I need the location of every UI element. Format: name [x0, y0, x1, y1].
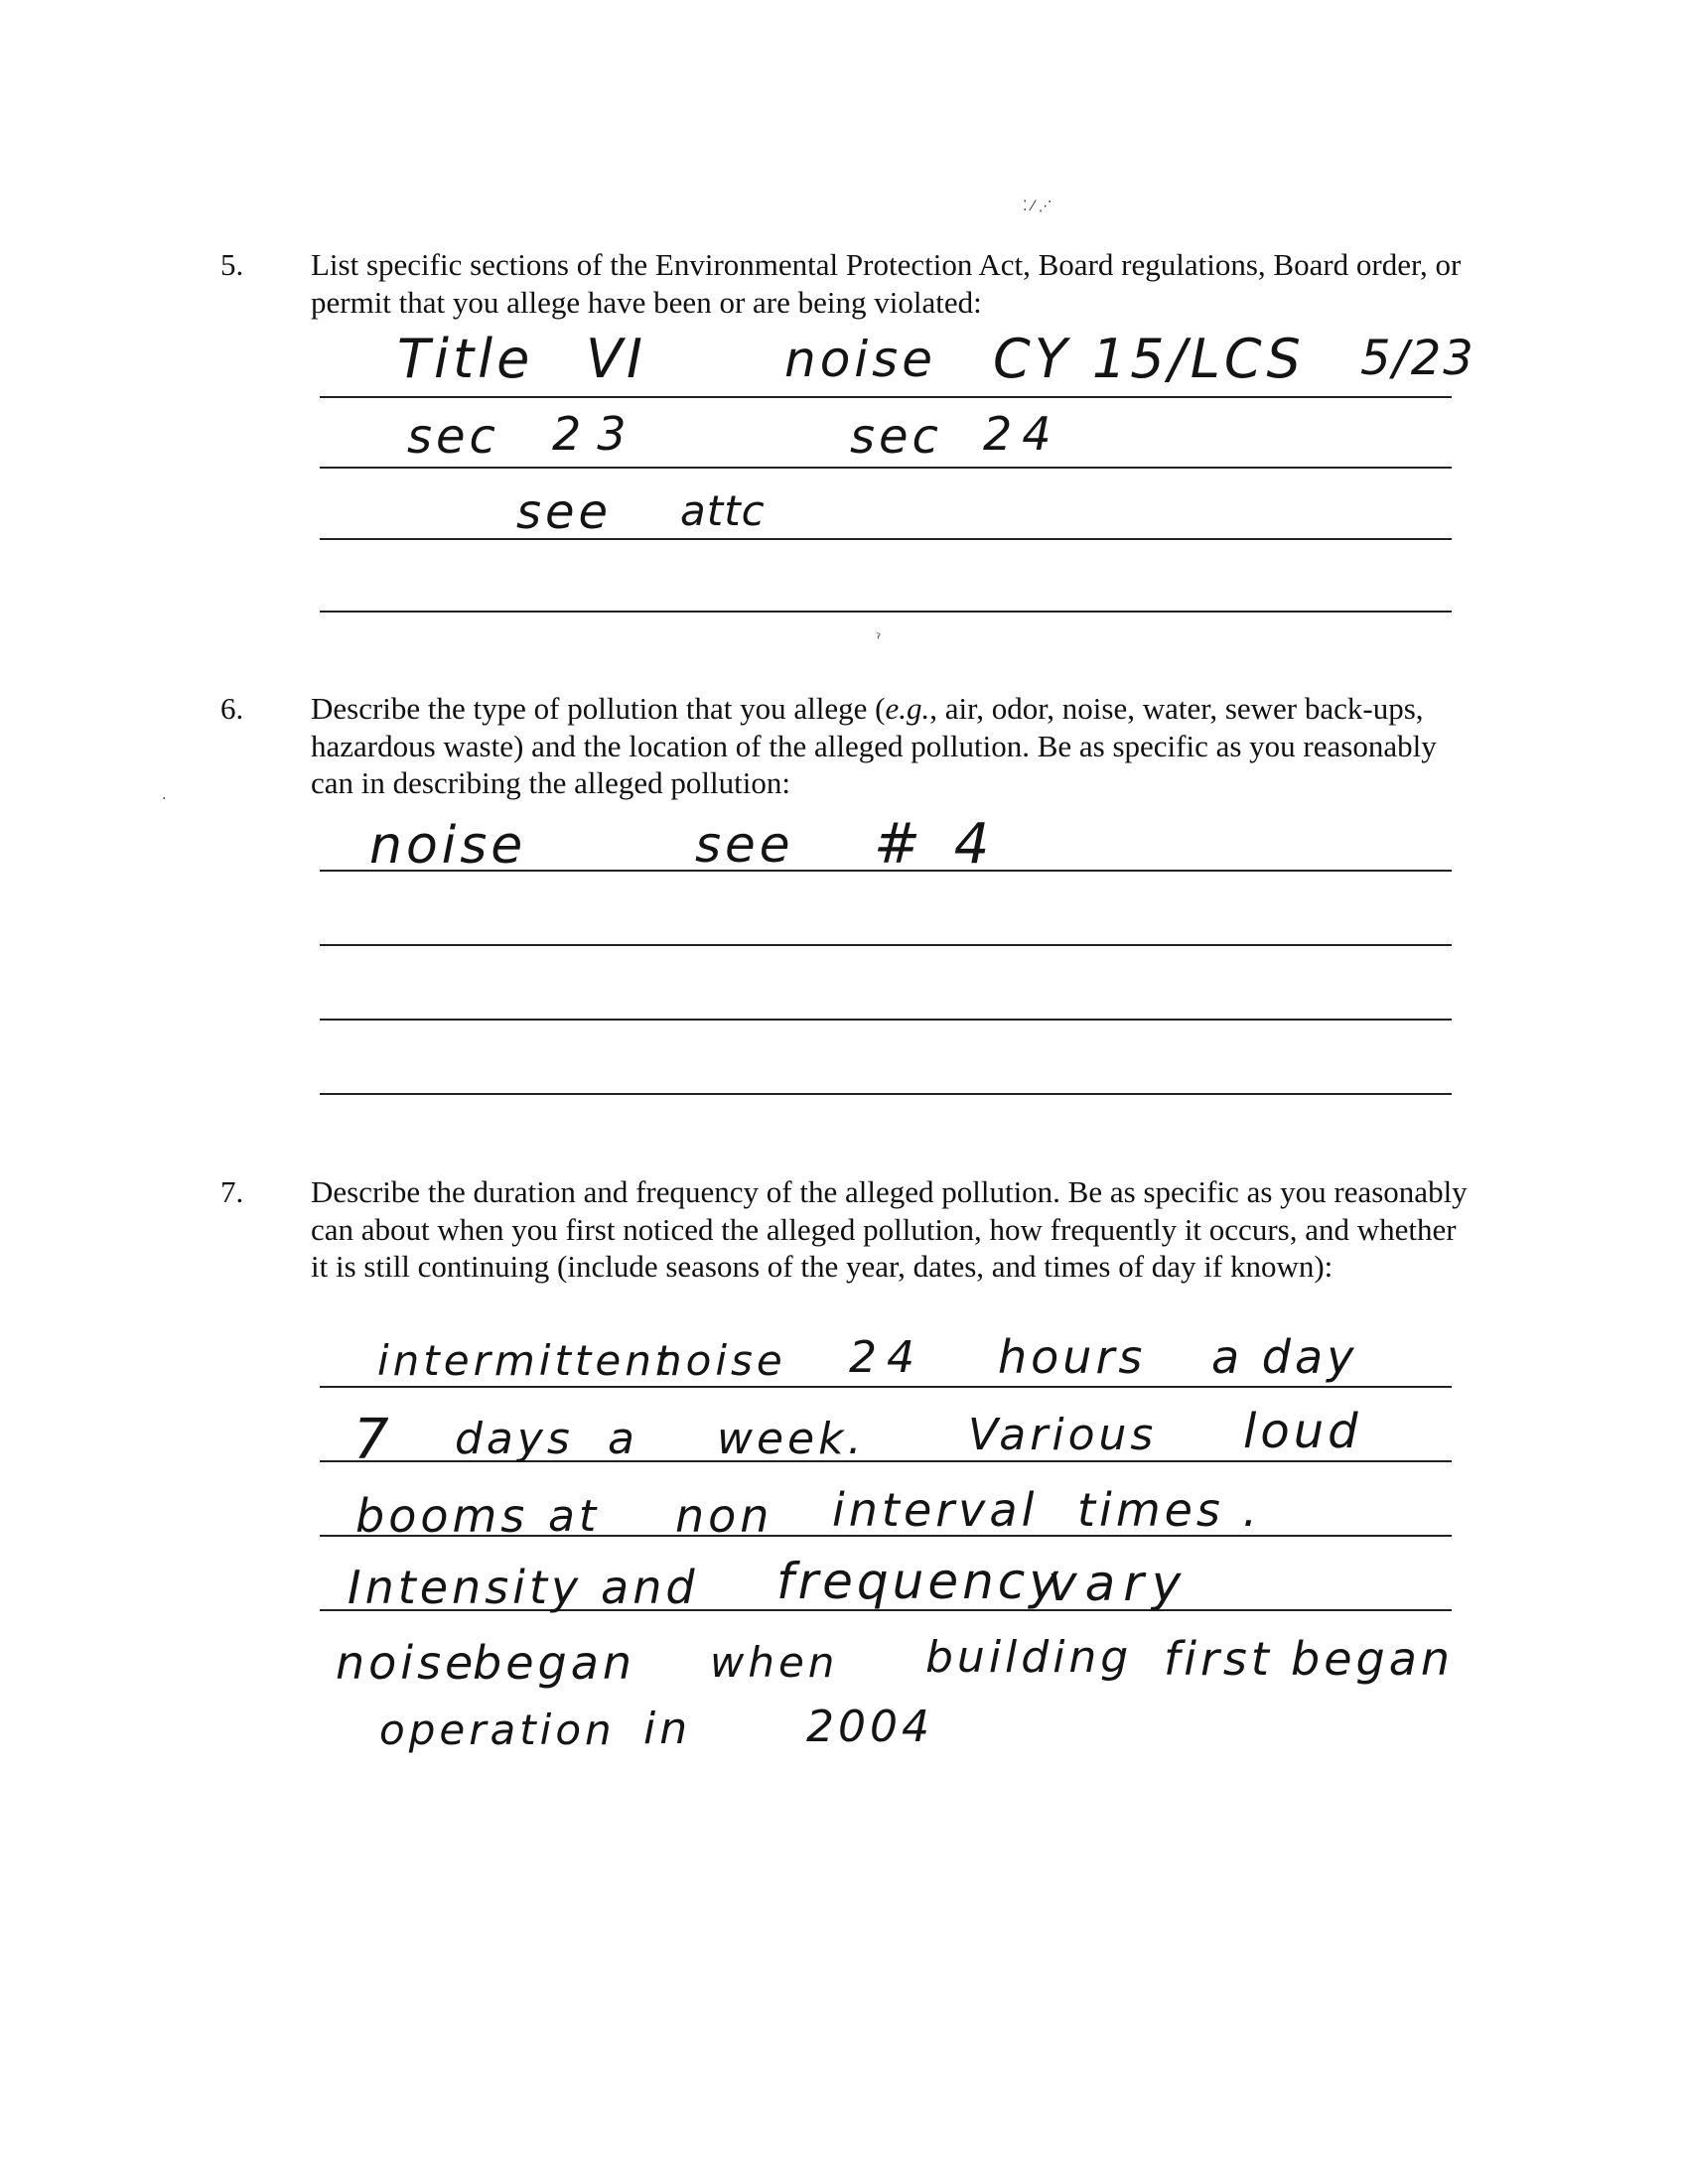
answer-line	[320, 1093, 1452, 1095]
question-text: List specific sections of the Environmental Protection Act, Board regulations, Board order, or permit that you allege have been or are being violated:	[311, 247, 1462, 320]
handwritten-answer: times .	[1077, 1483, 1262, 1537]
handwritten-answer: at	[548, 1491, 601, 1542]
handwritten-answer: noise	[369, 816, 527, 876]
answer-line	[320, 944, 1452, 946]
handwritten-answer: began	[1291, 1632, 1455, 1686]
handwritten-answer: in	[643, 1704, 692, 1754]
handwritten-answer: Various	[968, 1410, 1158, 1460]
question-text-italic: e.g.	[885, 691, 930, 726]
handwritten-answer: Title	[397, 328, 534, 390]
handwritten-answer: booms	[355, 1489, 529, 1543]
handwritten-answer: sec	[850, 409, 942, 465]
handwritten-answer: # 4	[874, 812, 998, 877]
handwritten-answer: operation	[379, 1706, 616, 1754]
handwritten-answer: hours	[998, 1330, 1147, 1384]
handwritten-answer: attc	[680, 486, 766, 535]
handwritten-answer: Intensity	[348, 1561, 583, 1614]
handwritten-answer: noise	[784, 331, 936, 388]
answer-line	[320, 1019, 1452, 1021]
handwritten-answer: began	[473, 1636, 636, 1690]
handwritten-answer: sec	[407, 409, 499, 465]
handwritten-answer: noise	[336, 1636, 478, 1690]
handwritten-answer: building	[925, 1632, 1133, 1683]
handwritten-answer: 2004	[806, 1702, 933, 1752]
handwritten-answer: vary	[1048, 1555, 1190, 1612]
handwritten-answer: 24	[849, 1332, 924, 1383]
answer-line	[320, 467, 1452, 469]
stray-mark: ·	[162, 791, 167, 807]
question-text-part: Describe the type of pollution that you allege (	[311, 691, 886, 726]
handwritten-answer: week.	[717, 1414, 866, 1464]
answer-line	[320, 538, 1452, 540]
question-text-part: , air, odor, noise, water, sewer back-ups, hazardous waste) and the location of the alleged pollution. Be as specific as you reasonably can in describing the alleged pollution:	[311, 691, 1437, 800]
handwritten-answer: when	[710, 1638, 839, 1687]
handwritten-answer: interval	[832, 1483, 1039, 1537]
handwritten-answer: 5/23	[1360, 331, 1475, 386]
handwritten-answer: 7	[353, 1408, 393, 1472]
question-number: 7.	[220, 1174, 244, 1209]
handwritten-answer: first	[1164, 1632, 1273, 1686]
question-text: Describe the duration and frequency of the alleged pollution. Be as specific as you reasonably can about when you first noticed the alleged pollution, how frequently it occurs, and whether it is still continuing (include seasons of the year, dates, and times of day if known):	[311, 1174, 1468, 1284]
question-number: 5.	[220, 247, 244, 282]
handwritten-answer: intermittent	[377, 1336, 676, 1385]
handwritten-answer: frequency	[776, 1553, 1062, 1610]
handwritten-answer: days	[455, 1414, 574, 1464]
answer-line	[320, 1386, 1452, 1388]
handwritten-answer: see	[516, 484, 613, 540]
question-text	[311, 690, 1473, 802]
handwritten-answer: 23	[552, 407, 642, 461]
question-number: 6.	[220, 691, 244, 726]
handwritten-answer: a	[608, 1414, 638, 1464]
handwritten-answer: 24	[983, 407, 1061, 461]
handwritten-answer: loud	[1243, 1404, 1362, 1459]
stray-mark: ⁚ ⁄ ⋰	[1023, 199, 1052, 214]
handwritten-answer: VI	[586, 328, 646, 390]
handwritten-answer: and	[601, 1561, 699, 1614]
handwritten-answer: non	[675, 1489, 773, 1543]
answer-line	[320, 396, 1452, 398]
handwritten-answer: CY 15/LCS	[993, 328, 1305, 390]
answer-line	[320, 611, 1452, 613]
stray-mark: ˀ	[876, 631, 882, 647]
handwritten-answer: see	[695, 816, 794, 874]
handwritten-answer: a day	[1211, 1330, 1358, 1384]
handwritten-answer: noise	[655, 1336, 786, 1385]
